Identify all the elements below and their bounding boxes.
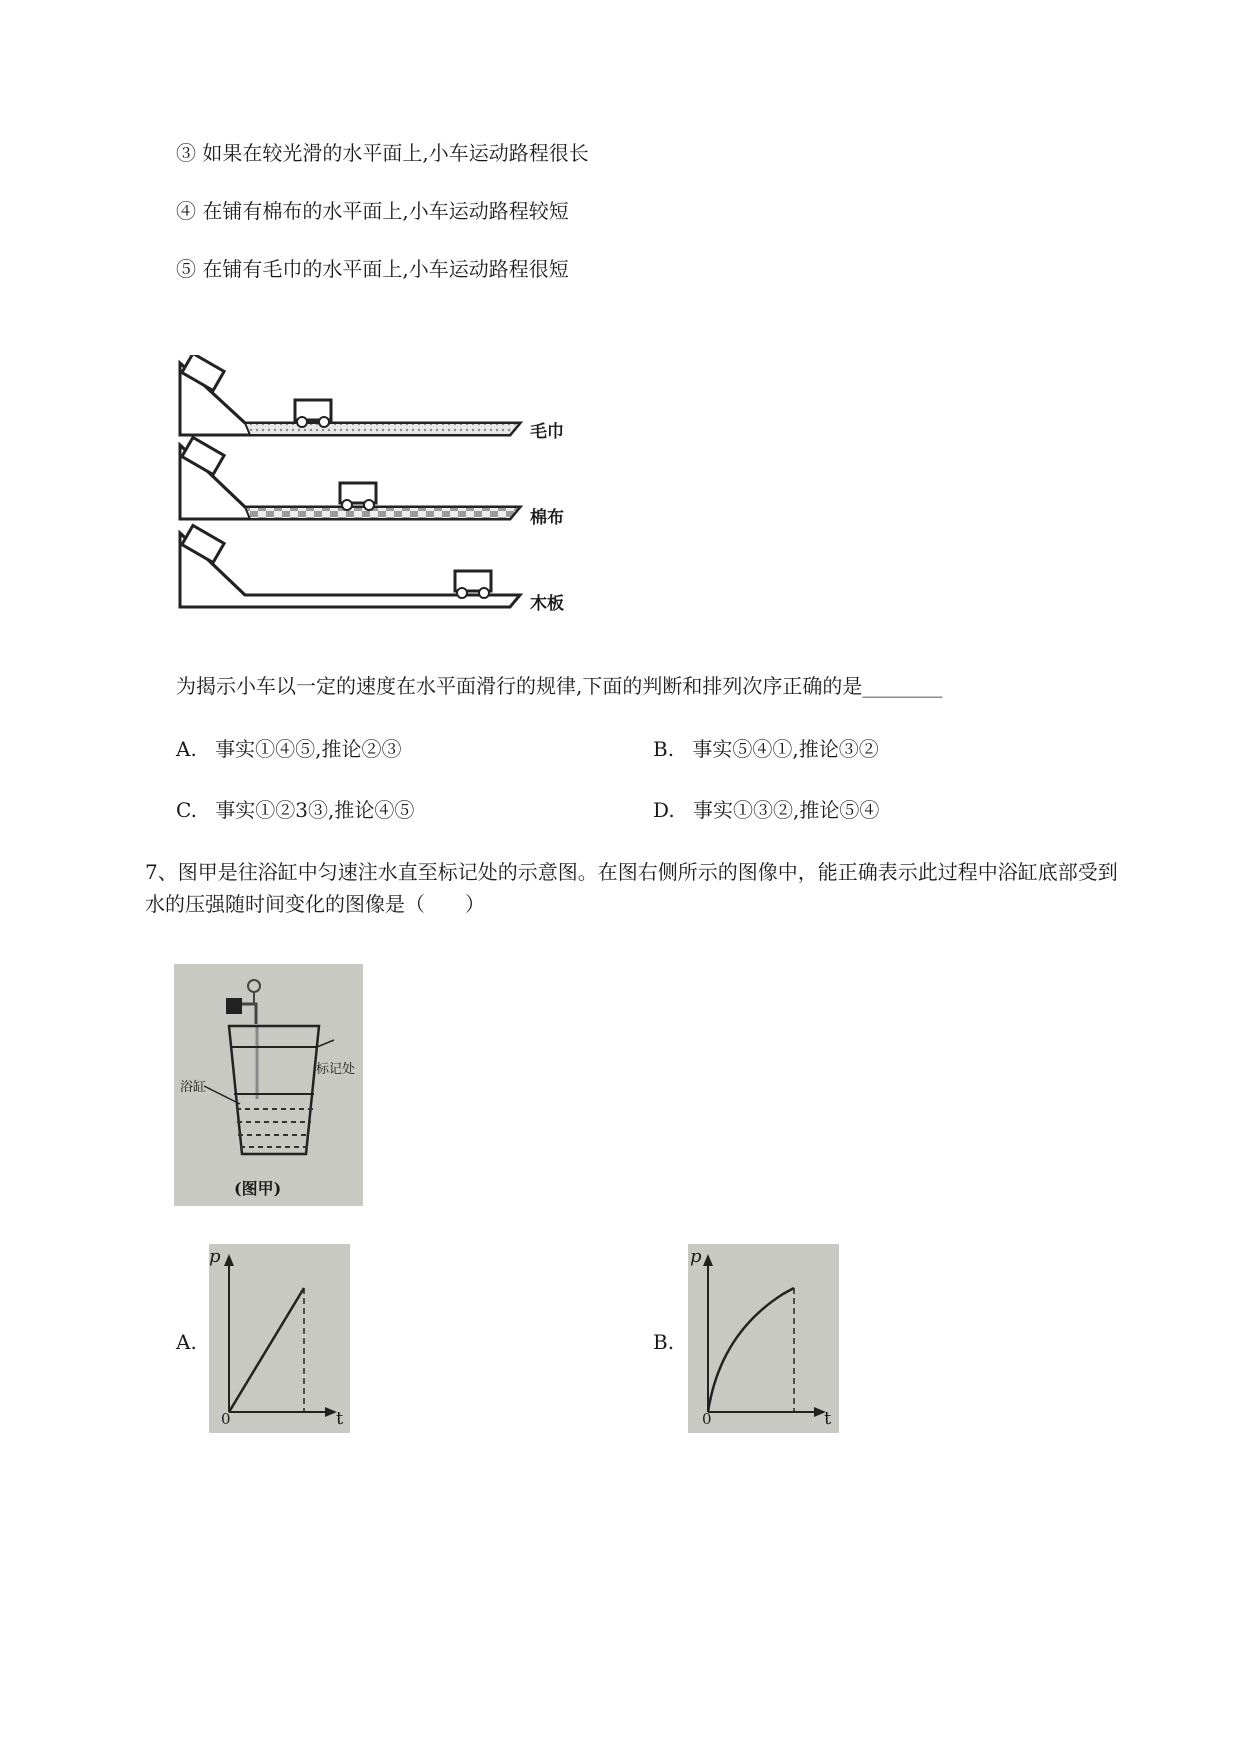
graph-a-plot [209,1244,350,1433]
bathtub-figure [174,964,363,1206]
option-letter: C. [176,798,197,822]
option-letter: D. [653,798,675,822]
track-towel [180,355,520,435]
statement-4: ④ 在铺有棉布的水平面上,小车运动路程较短 [176,199,569,223]
tub-label: 浴缸 [180,1080,207,1095]
q6-option-b [653,735,879,763]
option-text: 事实①④⑤,推论②③ [215,737,402,761]
label-towel: 毛巾 [530,422,564,442]
graph-a-x-label: t [336,1408,344,1429]
track-wood [180,525,520,607]
option-letter: A. [176,737,197,761]
q7-text: 7、图甲是往浴缸中匀速注水直至标记处的示意图。在图右侧所示的图像中，能正确表示此过程中浴缸底部受到水的压强随时间变化的图像是（ ） [145,860,1118,916]
q6-option-a [176,735,402,763]
graph-a-y-label: p [209,1246,221,1267]
figure-caption: (图甲) [234,1179,282,1198]
option-text: 事实①③②,推论⑤④ [693,798,880,822]
graph-b-origin: 0 [702,1410,712,1428]
graph-b-plot [688,1244,839,1433]
track-cotton [180,437,520,519]
label-wood: 木板 [530,594,564,614]
mark-label: 标记处 [316,1062,356,1077]
graph-a-letter: A. [176,1330,197,1354]
label-cotton: 棉布 [530,508,564,528]
cart-slope-diagram [170,355,590,625]
statement-5: ⑤ 在铺有毛巾的水平面上,小车运动路程很短 [176,257,569,281]
graph-b-letter: B. [653,1330,675,1354]
graph-b [688,1244,839,1433]
graph-b-x-label: t [824,1408,832,1429]
cart-slope-figure [170,355,590,625]
option-text: 事实⑤④①,推论③② [692,737,879,761]
graph-b-y-label: p [690,1246,702,1267]
statement-3: ③ 如果在较光滑的水平面上,小车运动路程很长 [176,141,589,165]
graph-a-origin: 0 [221,1410,231,1428]
option-text: 事实①②3③,推论④⑤ [215,798,415,822]
q6-option-d [653,796,879,824]
option-letter: B. [653,737,675,761]
q6-option-c [176,796,414,824]
graph-a [209,1244,350,1433]
q6-prompt: 为揭示小车以一定的速度在水平面滑行的规律,下面的判断和排列次序正确的是________ [176,674,943,698]
